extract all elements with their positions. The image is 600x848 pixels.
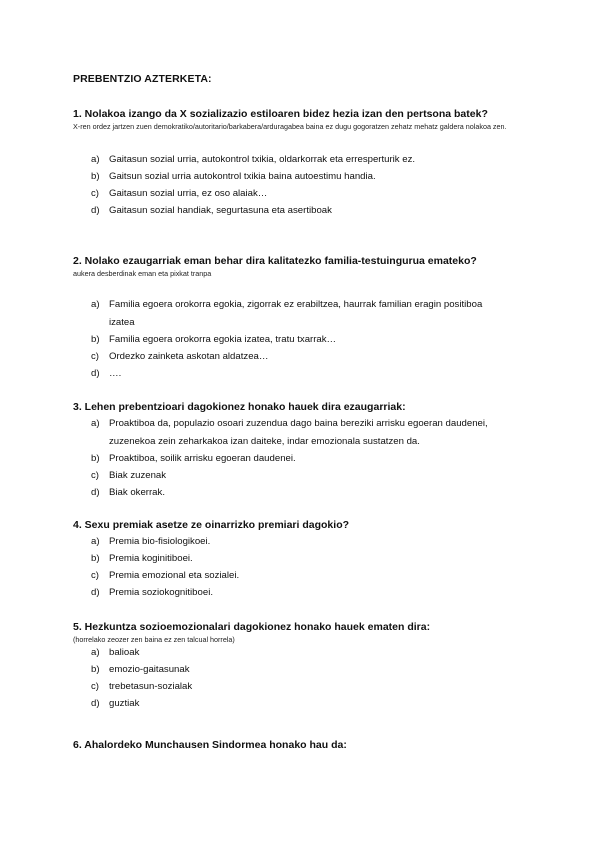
question-title: 6. Ahalordeko Munchausen Sindormea honako hau da: <box>73 739 347 751</box>
answer-option <box>73 661 543 678</box>
option-text: Biak okerrak. <box>109 487 165 498</box>
option-letter: a) <box>91 536 100 547</box>
question-title: 4. Sexu premiak asetze ze oinarrizko premiari dagokio? <box>73 519 350 531</box>
question-3 <box>73 400 543 501</box>
answer-option <box>73 151 543 168</box>
option-text: Familia egoera orokorra egokia izatea, tratu txarrak… <box>109 334 337 345</box>
option-letter: d) <box>91 205 100 216</box>
answer-options <box>73 151 543 219</box>
option-letter: d) <box>91 698 100 709</box>
answer-option <box>73 695 543 712</box>
option-letter: c) <box>91 470 99 481</box>
option-letter: b) <box>91 553 100 564</box>
question-2 <box>73 254 543 382</box>
answer-option <box>73 331 543 348</box>
question-title: 2. Nolako ezaugarriak eman behar dira kalitatezko familia-testuingurua emateko? <box>73 255 477 267</box>
answer-option <box>73 484 543 501</box>
option-letter: d) <box>91 487 100 498</box>
question-note: aukera desberdinak eman eta pixkat tranpa <box>73 269 212 278</box>
option-text: emozio-gaitasunak <box>109 664 190 675</box>
option-letter: d) <box>91 368 100 379</box>
answer-option <box>73 467 543 484</box>
option-text: Gaitasun sozial urria, autokontrol txikia, oldarkorrak eta erresperturik ez. <box>109 154 416 165</box>
question-note: (horrelako zeozer zen baina ez zen talcual horrela) <box>73 635 235 644</box>
answer-options <box>73 296 543 382</box>
option-text: Proaktiboa da, populazio osoari zuzendua dago baina bereziki arrisku egoeran daudenei, zuzenekoa zein zeharkakoa izan daiteke, indar emozionala sustatzen da. <box>109 418 488 447</box>
option-letter: a) <box>91 154 100 165</box>
answer-option <box>73 644 543 661</box>
answer-option <box>73 550 543 567</box>
option-text: Biak zuzenak <box>109 470 167 481</box>
option-text: Ordezko zainketa askotan aldatzea… <box>109 351 269 362</box>
option-letter: c) <box>91 188 99 199</box>
answer-options <box>73 533 543 601</box>
answer-option <box>73 296 509 331</box>
answer-option <box>73 168 543 185</box>
option-text: …. <box>109 368 122 379</box>
option-letter: d) <box>91 587 100 598</box>
option-letter: a) <box>91 418 100 429</box>
question-5 <box>73 620 543 712</box>
option-letter: c) <box>91 570 99 581</box>
option-text: Proaktiboa, soilik arrisku egoeran daudenei. <box>109 453 296 464</box>
answer-option <box>73 678 543 695</box>
page-heading: PREBENTZIO AZTERKETA: <box>73 73 212 85</box>
question-title: 1. Nolakoa izango da X sozializazio estiloaren bidez hezia izan den pertsona batek? <box>73 108 488 120</box>
answer-option <box>73 450 543 467</box>
option-text: balioak <box>109 647 140 658</box>
answer-options <box>73 415 543 501</box>
question-6 <box>73 738 543 752</box>
answer-option <box>73 415 529 450</box>
question-1 <box>73 107 543 219</box>
option-letter: c) <box>91 351 99 362</box>
question-note: X-ren ordez jartzen zuen demokratiko/autoritario/barkabera/arduragabea baina ez dugu gogoratzen zehatz mehatz galdera nolakoa zen. <box>73 122 507 131</box>
option-text: Premia bio-fisiologikoei. <box>109 536 211 547</box>
option-text: trebetasun-sozialak <box>109 681 193 692</box>
answer-option <box>73 185 543 202</box>
option-letter: c) <box>91 681 99 692</box>
option-letter: b) <box>91 171 100 182</box>
answer-option <box>73 533 543 550</box>
answer-option <box>73 365 543 382</box>
option-text: Familia egoera orokorra egokia, zigorrak ez erabiltzea, haurrak familian eragin positiboa izatea <box>109 299 483 328</box>
question-4 <box>73 518 543 601</box>
option-text: guztiak <box>109 698 140 709</box>
option-letter: b) <box>91 453 100 464</box>
option-text: Gaitasun sozial handiak, segurtasuna eta asertiboak <box>109 205 332 216</box>
option-text: Premia koginitiboei. <box>109 553 193 564</box>
option-letter: b) <box>91 664 100 675</box>
option-letter: a) <box>91 647 100 658</box>
answer-option <box>73 584 543 601</box>
answer-options <box>73 644 543 712</box>
question-title: 5. Hezkuntza sozioemozionalari dagokionez honako hauek ematen dira: <box>73 621 431 633</box>
option-letter: b) <box>91 334 100 345</box>
option-letter: a) <box>91 299 100 310</box>
option-text: Gaitsun sozial urria autokontrol txikia baina autoestimu handia. <box>109 171 376 182</box>
option-text: Premia emozional eta sozialei. <box>109 570 240 581</box>
answer-option <box>73 348 543 365</box>
option-text: Gaitasun sozial urria, ez oso alaiak… <box>109 188 268 199</box>
answer-option <box>73 202 543 219</box>
question-title: 3. Lehen prebentzioari dagokionez honako hauek dira ezaugarriak: <box>73 401 406 413</box>
option-text: Premia soziokognitiboei. <box>109 587 213 598</box>
answer-option <box>73 567 543 584</box>
